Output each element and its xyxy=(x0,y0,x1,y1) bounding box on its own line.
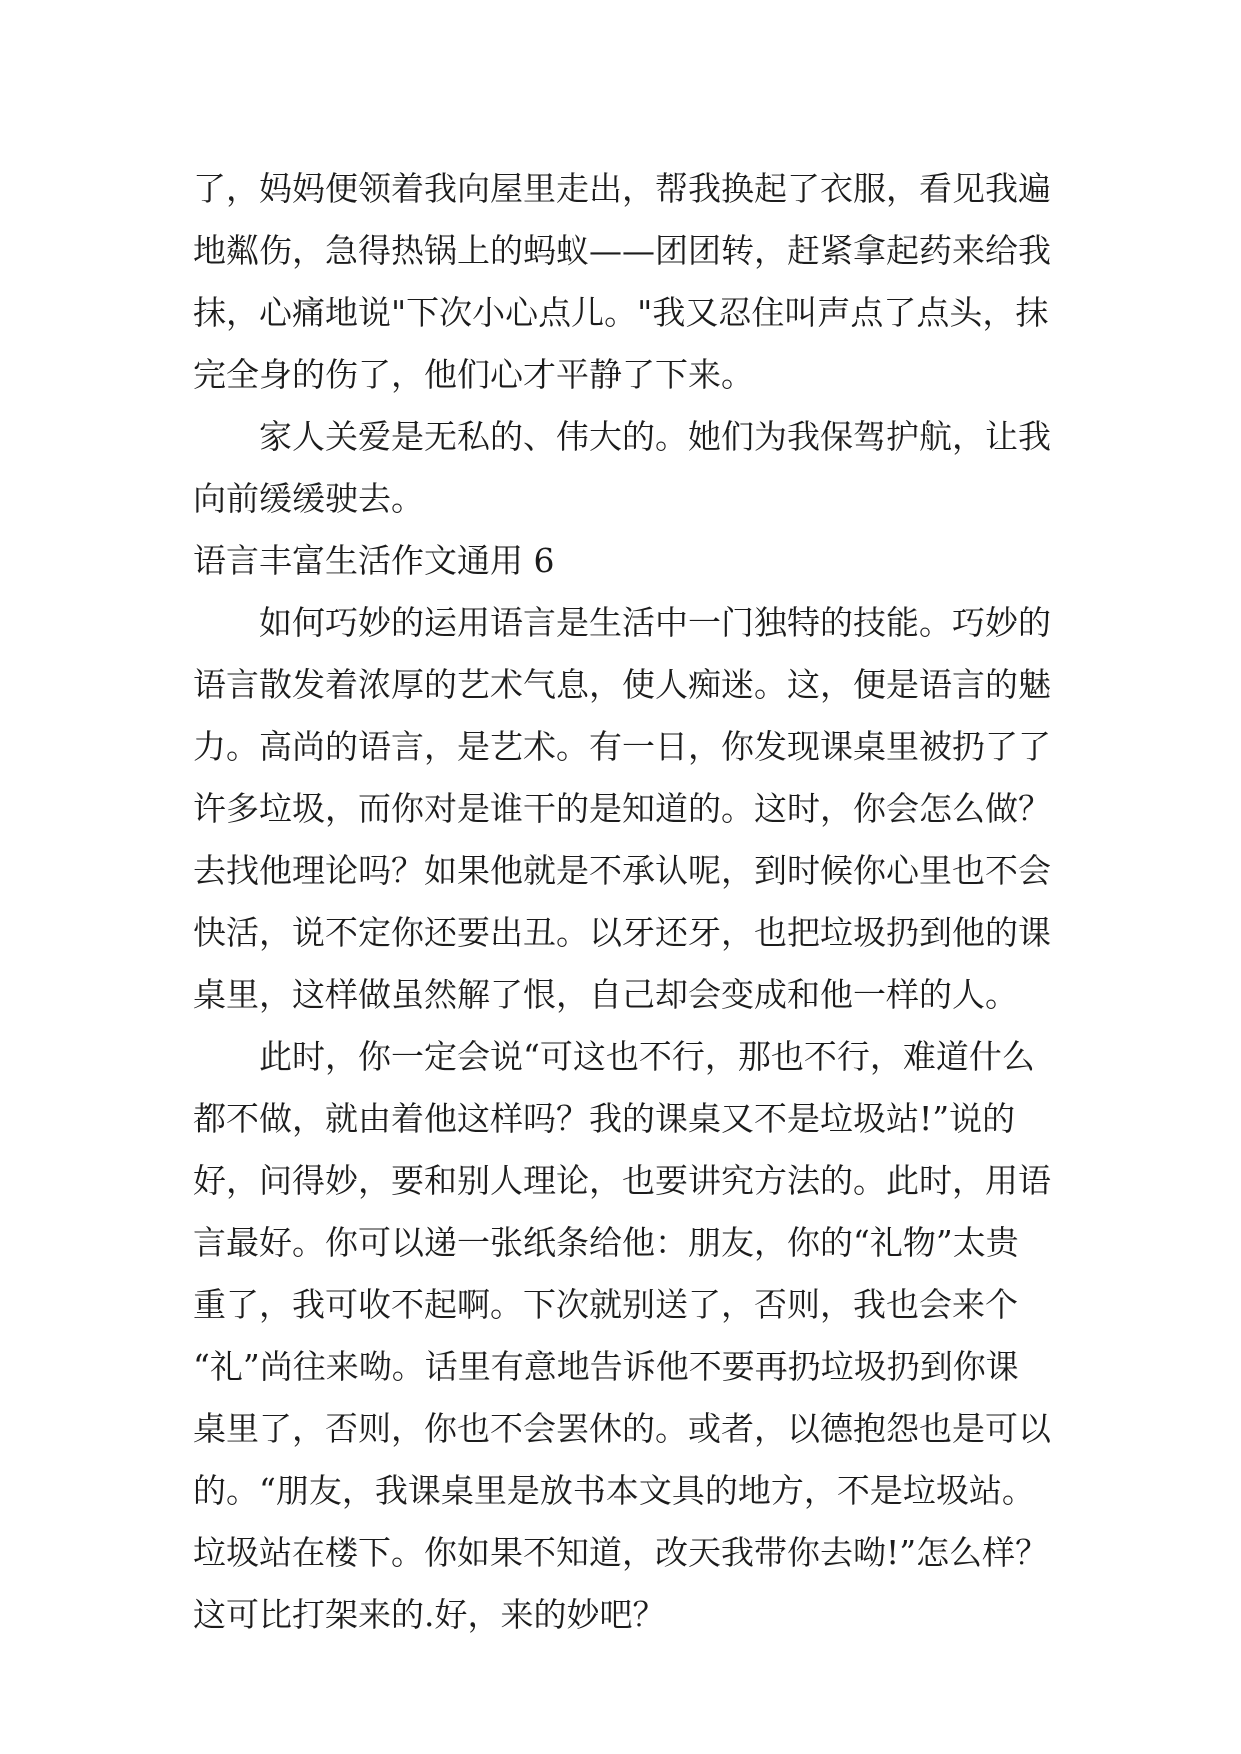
paragraph-first-line: 家人关爱是无私的、伟大的。她们为我保驾护航，让我 xyxy=(259,417,1051,456)
document-body xyxy=(193,158,1073,1646)
text-line: 这可比打架来的.好，来的妙吧？ xyxy=(193,1595,666,1634)
text-line: 完全身的伤了，他们心才平静了下来。 xyxy=(193,355,754,394)
text-line: 了，妈妈便领着我向屋里走出，帮我换起了衣服，看见我遍 xyxy=(193,169,1051,208)
text-line: 力。高尚的语言，是艺术。有一日，你发现课桌里被扔了了 xyxy=(193,727,1051,766)
text-line: 抹，心痛地说"下次小心点儿。"我又忍住叫声点了点头，抹 xyxy=(193,293,1049,332)
paragraph-first-line: 此时，你一定会说“可这也不行，那也不行，难道什么 xyxy=(259,1037,1035,1076)
text-line: 垃圾站在楼下。你如果不知道，改天我带你去呦!”怎么样？ xyxy=(193,1533,1049,1572)
text-line: 向前缓缓驶去。 xyxy=(193,479,424,518)
text-line: 桌里，这样做虽然解了恨，自己却会变成和他一样的人。 xyxy=(193,975,1018,1014)
text-line: 语言散发着浓厚的艺术气息，使人痴迷。这，便是语言的魅 xyxy=(193,665,1051,704)
text-line: 去找他理论吗？如果他就是不承认呢，到时候你心里也不会 xyxy=(193,851,1051,890)
text-line: 言最好。你可以递一张纸条给他：朋友，你的“礼物”太贵 xyxy=(193,1223,1019,1262)
paragraph-first-line: 如何巧妙的运用语言是生活中一门独特的技能。巧妙的 xyxy=(259,603,1051,642)
text-line: 桌里了，否则，你也不会罢休的。或者，以德抱怨也是可以 xyxy=(193,1409,1051,1448)
text-line: 地粼伤，急得热锅上的蚂蚁——团团转，赶紧拿起药来给我 xyxy=(193,231,1051,270)
text-line: 许多垃圾，而你对是谁干的是知道的。这时，你会怎么做？ xyxy=(193,789,1051,828)
text-line: 好，问得妙，要和别人理论，也要讲究方法的。此时，用语 xyxy=(193,1161,1051,1200)
text-line: “礼”尚往来呦。话里有意地告诉他不要再扔垃圾扔到你课 xyxy=(193,1347,1019,1386)
text-line: 重了，我可收不起啊。下次就别送了，否则，我也会来个 xyxy=(193,1285,1018,1324)
text-line: 快活，说不定你还要出丑。以牙还牙，也把垃圾扔到他的课 xyxy=(193,913,1051,952)
section-heading: 语言丰富生活作文通用 6 xyxy=(193,541,555,580)
text-line: 的。“朋友，我课桌里是放书本文具的地方，不是垃圾站。 xyxy=(193,1471,1035,1510)
text-line: 都不做，就由着他这样吗？我的课桌又不是垃圾站!”说的 xyxy=(193,1099,1016,1138)
